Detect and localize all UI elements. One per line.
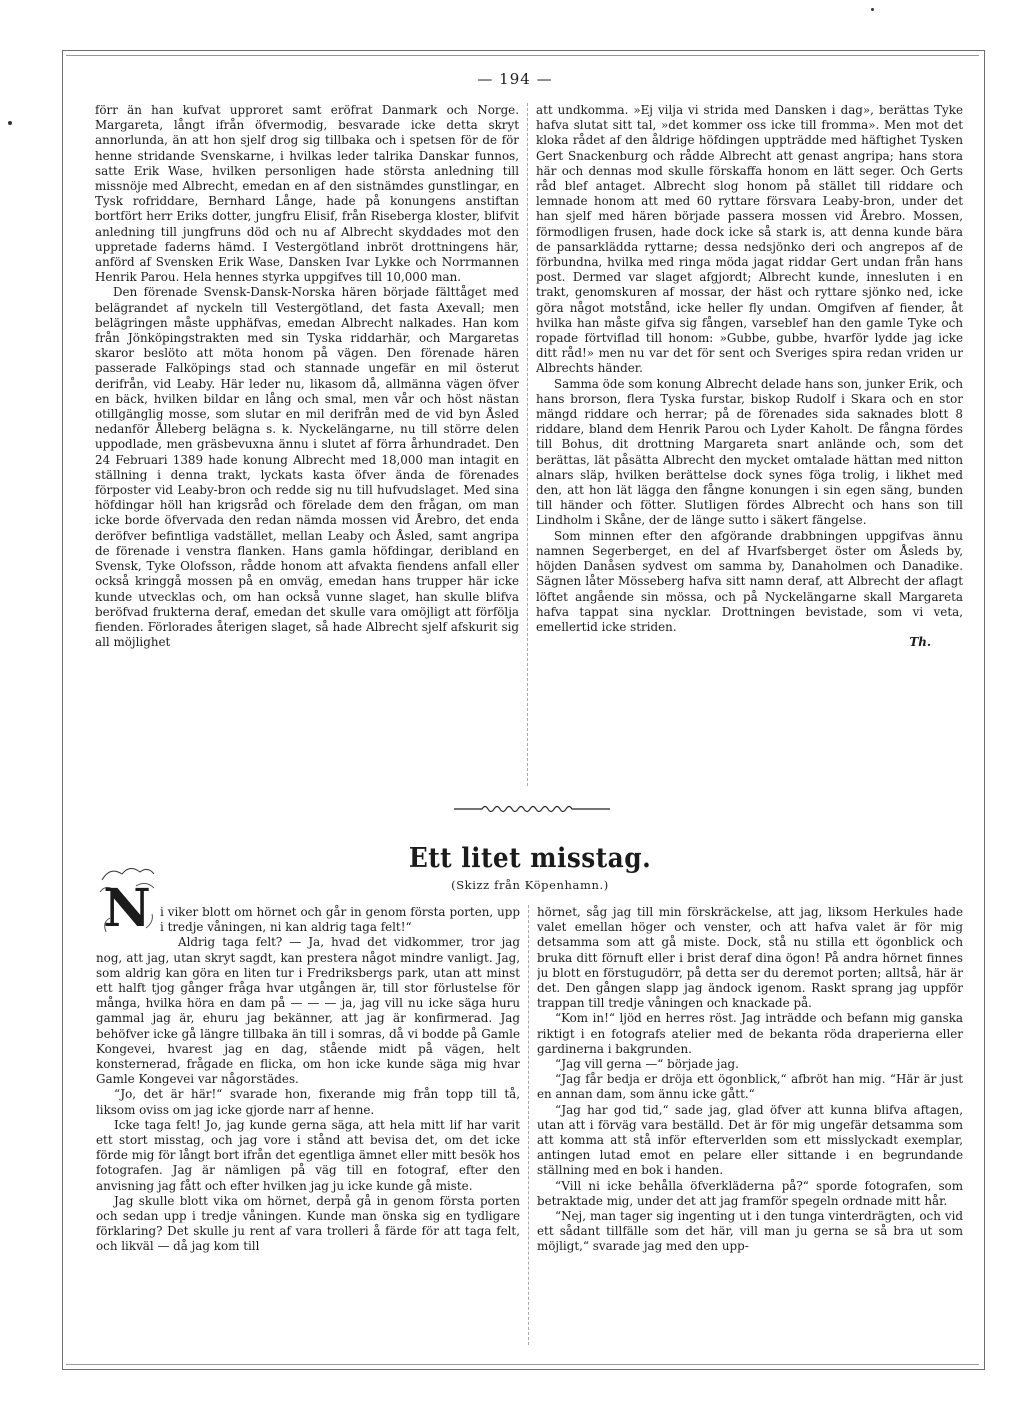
paragraph: “Vill ni icke behålla öfverkläderna på?“ sporde fotografen, som betraktade mig, under det att jag framför spegeln ordnade mitt hår. — [537, 1178, 963, 1208]
column-divider — [528, 905, 529, 1345]
paragraph: Som minnen efter den afgörande drabbningen uppgifvas ännu namnen Segerberget, en del af Hvarfsberget öster om Åsleds by, höjden Danåsen sydvest om samma by, Danaholmen och Danadike. Sägnen låter Mösseberg hafva sitt namn deraf, att Albrecht der aflagt löftet angående sin mössa, och på Nyckelängarne skall Margareta hafva tappat sina nycklar. Drottningen bevistade, som vi veta, emellertid icke striden. — [536, 528, 963, 634]
initial-letter: N — [103, 878, 151, 939]
paragraph: “Jag får bedja er dröja ett ögonblick,“ afbröt han mig. “Här är just en annan dam, som ännu icke gått.“ — [537, 1072, 963, 1102]
paragraph: “Jag har god tid,“ sade jag, glad öfver att kunna blifva aftagen, utan att i förväg vara beställd. Det är för mig ungefär detsamma som att komma att stå inför efterverlden som ett misslyckadt exemplar, antingen lutad emot en pelare eller sittande i en begrundande ställning med en bok i handen. — [537, 1102, 963, 1178]
paragraph: “Nej, man tager sig ingenting ut i den tunga vinterdrägten, och vid ett sådant tillfälle som det här, vill man ju gerna se så bra ut som möjligt,“ svarade jag med den upp- — [537, 1209, 963, 1254]
article2-column-left — [96, 905, 520, 1345]
margin-mark — [8, 121, 12, 125]
paragraph: Samma öde som konung Albrecht delade hans son, junker Erik, och hans brorson, flera Tyska furstar, biskop Rudolf i Skara och en stor mängd riddare och herrar; på de förenades sida saknades blott 8 riddare, bland dem Henrik Parou och Lyder Kaholt. De fångna fördes till Bohus, dit drottning Margareta snart anlände och, som det berättas, lät påsätta Albrecht den mycket omtalade hättan med nitton alnars släp, hvilken berättelse dock synes föga trolig, i likhet med den, att hon lät lägga den fångne konungen i sin egen säng, bunden till händer och fötter. Slutligen fördes Albrecht och hans son till Lindholm i Skåne, der de länge sutto i säkert fängelse. — [536, 376, 963, 528]
article1-column-left — [95, 103, 519, 785]
article-subtitle: (Skizz från Köpenhamn.) — [451, 878, 609, 892]
article1-column-right — [536, 103, 963, 785]
article-title: Ett litet misstag. — [408, 843, 652, 874]
page-number: — 194 — — [477, 70, 553, 88]
paragraph: “Kom in!“ ljöd en herres röst. Jag inträdde och befann mig ganska riktigt i en fotografs atelier med de bekanta röda draperierna eller gardinerna i bakgrunden. — [537, 1011, 963, 1056]
paragraph: att undkomma. »Ej vilja vi strida med Dansken i dag», berättas Tyke hafva slutat sitt tal, »det kommer oss icke till fromma». Men mot det kloka rådet af den åldrige höfdingen uppträdde med häftighet Tysken Gert Snackenburg och rådde Albrecht att genast angripa; hans stora här och dennas mod skulle förskaffa honom en lätt seger. Och Gerts råd blef antaget. Albrecht slog honom på stället till riddare och lemnade honom att med 60 ryttare försvara Leaby-bron, under det han sjelf med hären började passera mossen vid Årebro. Mossen, förmodligen frusen, hade dock icke så stark is, att denna kunde bära de pansarklädda ryttarne; dessa nedsjönko deri och angrepos af de förbundna, hvilka med ringa möda jagat riddar Gert undan från hans post. Dermed var slaget afgjordt; Albrecht kunde, innesluten i en trakt, genomskuren af mossar, der häst och ryttare sjönko ned, icke göra något motstånd, icke heller fly undan. Omgifven af fiender, åt hvilka han måste gifva sig fången, varseblef han den gamle Tyke och ropade förtviflad till honom: »Gubbe, gubbe, hvarför lydde jag icke ditt råd!» men nu var det för sent och Sveriges spira redan vriden ur Albrechts händer. — [536, 103, 963, 376]
paragraph: “Jag vill gerna —“ började jag. — [555, 1057, 739, 1072]
paragraph: Den förenade Svensk-Dansk-Norska hären började fälttåget med belägrandet af nyckeln till Vestergötland, det fasta Axevall; men belägringen måste upphäfvas, emedan Albrecht nalkades. Han kom från Jönköpingstrakten med sin Tyska riddarhär, och Margaretas skaror beslöto att möta honom på vägen. Den förenade hären passerade Falköpings stad och stannade ungefär en mil österut derifrån, vid Leaby. Här leder nu, likasom då, allmänna vägen öfver en bäck, hvilken bildar en lång och smal, men vår och höst nästan otillgänglig mosse, som slutar en mil derifrån med de vid byn Åsled nedanför Ålleberg belägna s. k. Nyckelängarne, nu till större delen uppodlade, men gräsbevuxna ännu i slutet af förra århundradet. Den 24 Februari 1389 hade konung Albrecht med 18,000 man intagit en ställning i denna trakt, lyckats kasta öfver ända de förenades förposter vid Leaby-bron och redde sig nu till hufvudslaget. Med sina höfdingar höll han krigsråd och förelade dem den frågan, om man icke borde öfvervada den redan nämda mossen vid Årebro, det enda deröfver befintliga vadstället, mellan Leaby och Åsled, samt angripa de förenade i venstra flanken. Hans gamla höfdingar, deribland en Svensk, Tyke Olofsson, rådde honom att afvakta fiendens anfall eller också kringgå mossen på en omväg, emedan hans trupper här icke kunde utvecklas och, om han också vunne slaget, han skulle blifva beröfvad frukterna deraf, emedan det skulle vara omöjligt att förfölja fienden. Förlorades återigen slaget, så hade Albrecht sjelf afskurit sig all möjlighet — [95, 285, 519, 650]
paragraph: Icke taga felt! Jo, jag kunde gerna säga, att hela mitt lif har varit ett stort misstag, och jag vore i stånd att bevisa det, om det icke förde mig för långt bort ifrån det egentliga ämnet eller mitt besök hos fotografen. Jag är nämligen på väg till en fotograf, efter den anvisning jag fått och efter hvilken jag ju icke kunde gå miste. — [96, 1117, 520, 1193]
paragraph: Aldrig taga felt? — Ja, hvad det vidkommer, tror jag nog, att jag, utan skryt sagdt, kan prestera något mindre vanligt. Jag, som aldrig kan göra en liten tur i Fredriksbergs park, utan att minst ett halft tjog gånger fråga hvar utgången är, till stor förlustelse för många, hvilka höra en dam på — — — ja, jag vill nu icke säga huru gammal jag är, ehuru jag bekänner, att jag är konfirmerad. Jag behöfver icke gå längre tillbaka än till i somras, då vi bodde på Gamle Kongevei, hvarest jag en dag, stående midt på vägen, helt konsternerad, frågade en flicka, om hon icke kunde säga mig hvar Gamle Kongevei var någorstädes. — [96, 935, 520, 1087]
paragraph: hörnet, såg jag till min förskräckelse, att jag, liksom Herkules hade valet emellan höger och venster, och att hafva valet är för mig detsamma som att gå miste. Dock, stå nu stilla ett ögonblick och bruka ditt förnuft eller i brist deraf dina ögon! På andra hörnet finnes ju blott en förstugudörr, på detta ser du deremot porten; alltså, här är det. Den gången slapp jag ändock igenom. Raskt sprang jag uppför trappan till tredje våningen och knackade på. — [537, 905, 963, 1011]
wavy-separator-ornament — [452, 802, 612, 816]
column-divider — [527, 103, 528, 786]
signature: Th. — [909, 635, 931, 650]
paragraph: i viker blott om hörnet och går in genom första porten, upp i tredje våningen, ni kan aldrig taga felt!“ — [160, 905, 520, 935]
article2-column-right — [537, 905, 963, 1345]
margin-mark — [871, 8, 874, 11]
paragraph: Jag skulle blott vika om hörnet, derpå gå in genom första porten och sedan upp i tredje våningen. Kunde man önska sig en tydligare förklaring? Det skulle ju rent af vara trolleri å färde för att taga felt, och likväl — då jag kom till — [96, 1193, 520, 1254]
paragraph: förr än han kufvat upproret samt eröfrat Danmark och Norge. Margareta, långt ifrån öfvermodig, besvarade icke detta skryt annorlunda, än att hon sjelf drog sig tillbaka och i spetsen för de för henne stridande Svenskarne, i hvilkas leder talrika Danskar funnos, satte Erik Wase, hvilken personligen hade största anledning till missnöje med Albrecht, emedan en af den sistnämdes gunstlingar, en Tysk rofriddare, Bernhard Långe, hade på konungens anstiftan bortfört herr Eriks dotter, jungfru Elisif, från Riseberga kloster, blifvit anledning till jungfruns död och nu af Albrecht skyddades mot den uppretade faderns hämd. I Vestergötland inbröt drottningens här, anförd af Svensken Erik Wase, Dansken Ivar Lykke och Norrmannen Henrik Parou. Hela hennes styrka uppgifves till 10,000 man. — [95, 103, 519, 285]
paragraph: “Jo, det är här!“ svarade hon, fixerande mig från topp till tå, liksom oviss om jag icke gjorde narr af henne. — [96, 1087, 520, 1117]
